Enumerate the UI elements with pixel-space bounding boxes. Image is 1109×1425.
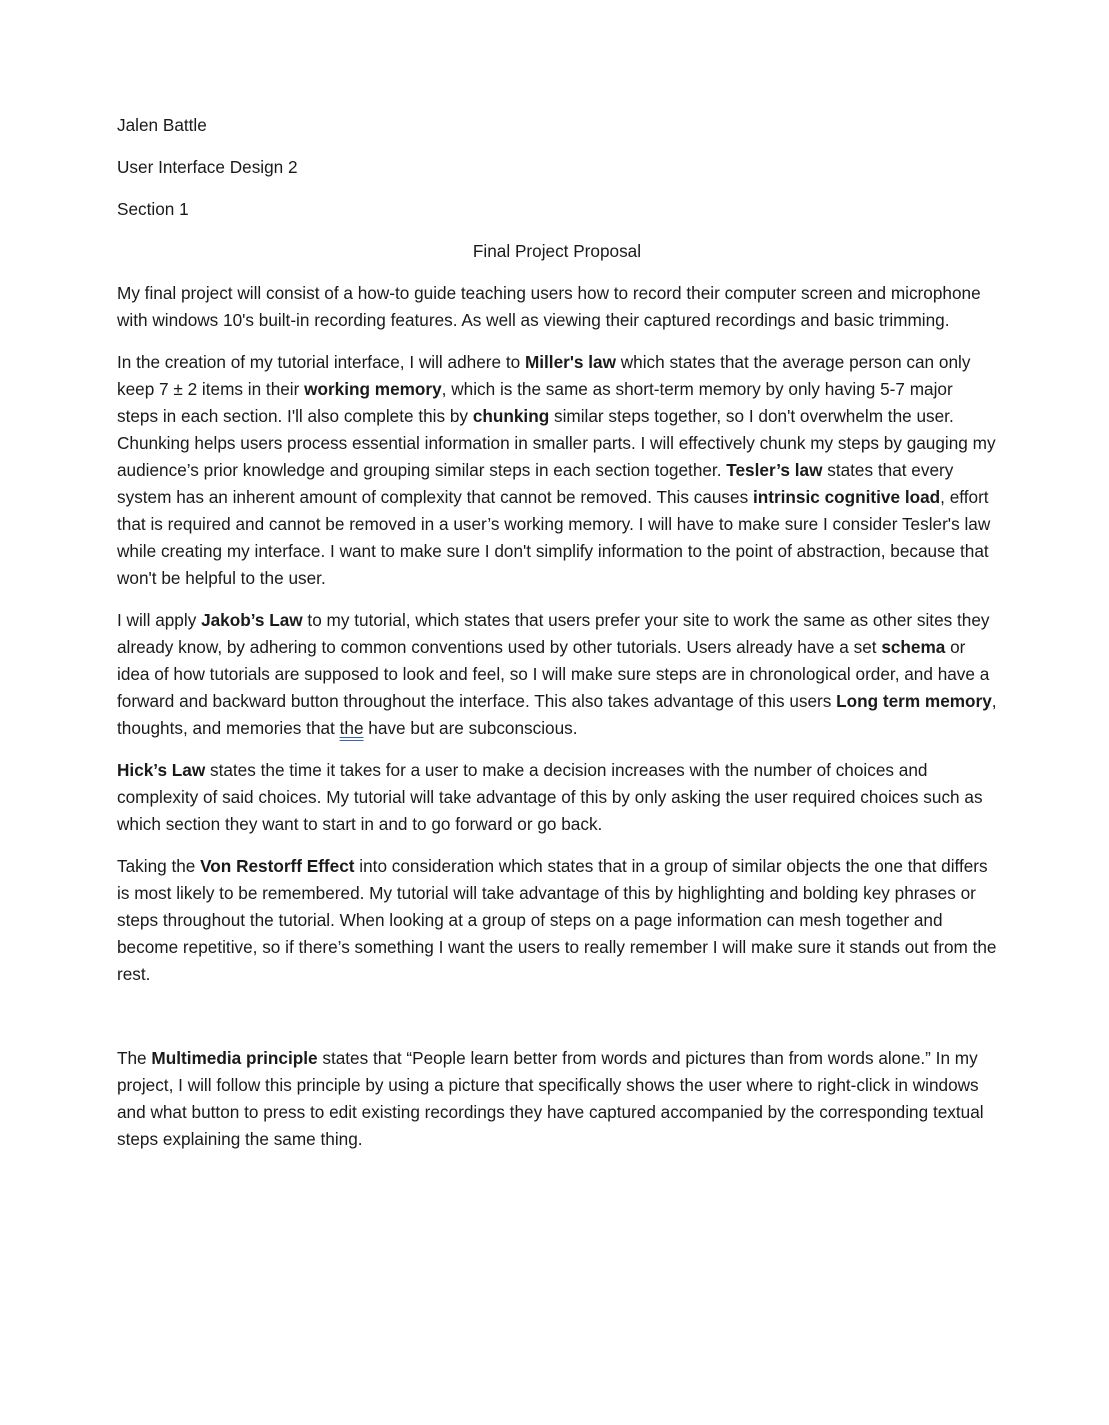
text-run: The	[117, 1048, 152, 1068]
bold-term-schema: schema	[881, 637, 946, 657]
text-run: , which is the same as short-term memory by only having 5-7 major steps in each section. I'll also complete this by	[117, 379, 953, 426]
text-run: In the creation of my tutorial interface, I will adhere to	[117, 352, 525, 372]
text-run: Taking the	[117, 856, 201, 876]
section-label: Section 1	[117, 199, 189, 219]
text-run: which states that the average person can only keep 7 ± 2 items in their	[117, 352, 971, 399]
paragraph-von-restorff-effect	[117, 853, 997, 988]
bold-term-teslers-law: Tesler’s law	[726, 460, 823, 480]
bold-term-jakobs-law: Jakob’s Law	[201, 610, 303, 630]
text-run: to my tutorial, which states that users prefer your site to work the same as other sites they already know, by adhering to common conventions used by other tutorials. Users already have a set	[117, 610, 990, 657]
course-name: User Interface Design 2	[117, 157, 298, 177]
paragraph-project-overview	[117, 280, 997, 334]
text-run: states that every system has an inherent amount of complexity that cannot be removed. This causes	[117, 460, 954, 507]
paragraph-jakobs-law	[117, 607, 997, 742]
author-name: Jalen Battle	[117, 115, 207, 135]
text-run: similar steps together, so I don't overwhelm the user. Chunking helps users process essential information in smaller parts. I will effectively chunk my steps by gauging my audience’s prior knowledge and grouping similar steps in each section together.	[117, 406, 996, 480]
bold-term-chunking: chunking	[472, 406, 550, 426]
bold-term-long-term-memory: Long term memory	[836, 691, 992, 711]
paragraph-hicks-law	[117, 757, 997, 838]
bold-term-intrinsic-cognitive-load: intrinsic cognitive load	[752, 487, 941, 507]
paragraph-millers-law	[117, 349, 997, 592]
text-run: have but are subconscious.	[363, 718, 578, 738]
text-run: states that “People learn better from words and pictures than from words alone.” In my project, I will follow this principle by using a picture that specifically shows the user where to right-click in windows and what button to press to edit existing recordings they have captured accompanied by the corresponding textual steps explaining the same thing.	[117, 1048, 984, 1149]
bold-term-hicks-law: Hick’s Law	[117, 760, 206, 780]
bold-term-millers-law: Miller's law	[524, 352, 616, 372]
text-run: , thoughts, and memories that	[117, 691, 997, 738]
text-run: or idea of how tutorials are supposed to look and feel, so I will make sure steps are in chronological order, and have a forward and backward button throughout the interface. This also takes advantage of this users	[117, 637, 990, 711]
bold-term-multimedia-principle: Multimedia principle	[151, 1048, 318, 1068]
text-run: My final project will consist of a how-to guide teaching users how to record their computer screen and microphone with windows 10's built-in recording features. As well as viewing their captured recordings and basic trimming.	[117, 283, 981, 330]
text-run: states the time it takes for a user to make a decision increases with the number of choices and complexity of said choices. My tutorial will take advantage of this by only asking the user required choices such as which section they want to start in and to go forward or go back.	[117, 760, 983, 834]
bold-term-von-restorff-effect: Von Restorff Effect	[200, 856, 355, 876]
text-run: , effort that is required and cannot be removed in a user’s working memory. I will have to make sure I consider Tesler's law while creating my interface. I want to make sure I don't simplify information to the point of abstraction, because that won't be helpful to the user.	[117, 487, 991, 588]
bold-term-working-memory: working memory	[304, 379, 442, 399]
text-run: into consideration which states that in a group of similar objects the one that differs is most likely to be remembered. My tutorial will take advantage of this by highlighting and bolding key phrases or steps throughout the tutorial. When looking at a group of steps on a page information can mesh together and become repetitive, so if there’s something I want the users to really remember I will make sure it stands out from the rest.	[117, 856, 997, 984]
paragraph-multimedia-principle	[117, 1045, 997, 1153]
document-body	[117, 112, 997, 1168]
document-title: Final Project Proposal	[472, 241, 642, 261]
text-run: I will apply	[117, 610, 202, 630]
grammar-flagged-word[interactable]: the	[339, 718, 364, 738]
